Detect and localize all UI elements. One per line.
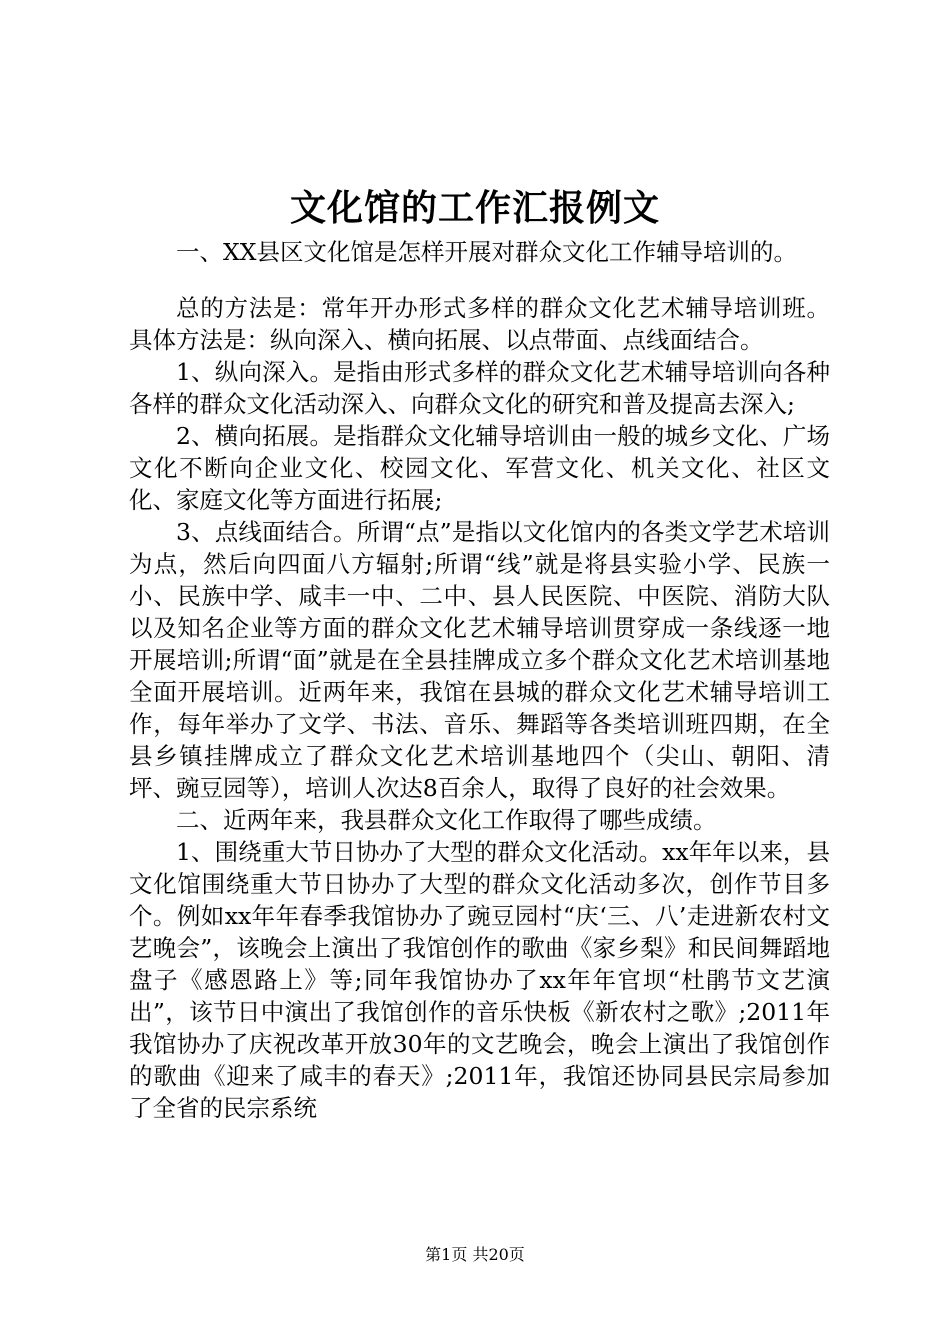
- document-body: [129, 236, 830, 1124]
- paragraph-vertical-deepening: 1、纵向深入。是指由形式多样的群众文化艺术辅导培训向各种各样的群众文化活动深入、向群众文化的研究和普及提高去深入;: [129, 358, 830, 418]
- paragraph-point-line-surface: 3、点线面结合。所谓“点”是指以文化馆内的各类文学艺术培训为点，然后向四面八方辐射;所谓“线”就是将县实验小学、民族一小、民族中学、咸丰一中、二中、县人民医院、中医院、消防大队以及知名企业等方面的群众文化艺术辅导培训贯穿成一条线逐一地开展培训;所谓“面”就是在全县挂牌成立多个群众文化艺术培训基地全面开展培训。近两年来，我馆在县城的群众文化艺术辅导培训工作，每年举办了文学、书法、音乐、舞蹈等各类培训班四期，在全县乡镇挂牌成立了群众文化艺术培训基地四个（尖山、朝阳、清坪、豌豆园等），培训人次达8百余人，取得了良好的社会效果。: [129, 518, 830, 802]
- page-number-footer: 第1页 共20页: [425, 1245, 525, 1264]
- paragraph-method-overview: 总的方法是：常年开办形式多样的群众文化艺术辅导培训班。具体方法是：纵向深入、横向拓展、以点带面、点线面结合。: [129, 294, 830, 354]
- document-title: 文化馆的工作汇报例文: [289, 187, 660, 229]
- paragraph-major-festival-activities: 1、围绕重大节日协办了大型的群众文化活动。xx年年以来，县文化馆围绕重大节日协办了大型的群众文化活动多次，创作节目多个。例如xx年年春季我馆协办了豌豆园村“庆‘三、八’走进新农村文艺晚会”，该晚会上演出了我馆创作的歌曲《家乡梨》和民间舞蹈地盘子《感恩路上》等;同年我馆协办了xx年年官坝“杜鹃节文艺演出”，该节日中演出了我馆创作的音乐快板《新农村之歌》;2011年我馆协办了庆祝改革开放30年的文艺晚会，晚会上演出了我馆创作的歌曲《迎来了咸丰的春天》;2011年，我馆还协同县民宗局参加了全省的民宗系统: [129, 838, 830, 1122]
- paragraph-horizontal-expansion: 2、横向拓展。是指群众文化辅导培训由一般的城乡文化、广场文化不断向企业文化、校园文化、军营文化、机关文化、社区文化、家庭文化等方面进行拓展;: [129, 422, 830, 514]
- section-heading-one: 一、XX县区文化馆是怎样开展对群众文化工作辅导培训的。: [176, 238, 797, 266]
- section-heading-two: 二、近两年来，我县群众文化工作取得了哪些成绩。: [176, 806, 717, 834]
